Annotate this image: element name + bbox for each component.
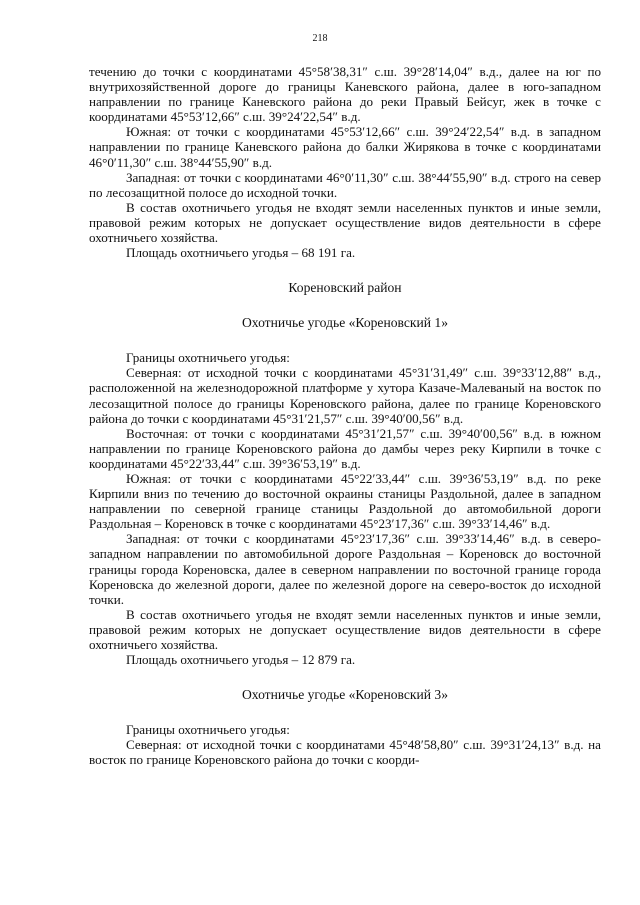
paragraph: Границы охотничьего угодья:	[126, 350, 290, 366]
paragraph: В состав охотничьего угодья не входят земли населенных пунктов и иные земли, правовой режим которых не допускает осуществление видов деятельности в сфере охотничьего хозяйства.	[89, 199, 601, 246]
section-title: Охотничье угодье «Кореновский 1»	[241, 315, 449, 331]
section-title: Охотничье угодье «Кореновский 3»	[241, 687, 449, 703]
paragraph: Площадь охотничьего угодья – 68 191 га.	[126, 245, 356, 261]
paragraph: Южная: от точки с координатами 45°22′33,44″ с.ш. 39°36′53,19″ в.д. по реке Кирпили вниз по течению до восточной окраины станицы Раздольной, далее в западном направлении по северной границе станицы Раздольной до автомобильной дороги Раздольная – Кореновск в точке с координатами 45°23′17,36″ с.ш. 39°33′14,46″ в.д.	[89, 470, 601, 532]
paragraph: Северная: от исходной точки с координатами 45°31′31,49″ с.ш. 39°33′12,88″ в.д., расположенной на железнодорожной платформе у хутора Казаче-Малеваный на восток по лесозащитной полосе до границы Кореновского района, далее по границе Кореновского района до точки с координатами 45°31′21,57″ с.ш. 39°40′00,56″ в.д.	[89, 365, 601, 426]
paragraph: Южная: от точки с координатами 45°53′12,66″ с.ш. 39°24′22,54″ в.д. в западном направлении по границе Каневского района до балки Жирякова в точке с координатами 46°0′11,30″ с.ш. 38°44′55,90″ в.д.	[89, 124, 601, 170]
page-number: 218	[312, 33, 328, 44]
paragraph: Западная: от точки с координатами 45°23′17,36″ с.ш. 39°33′14,46″ в.д. в северо-западном направлении по автомобильной дороге Раздольная – Кореновск до восточной границы города Кореновска, далее в северном направлении по восточной границе города Кореновска до железной дороги, далее по железной дороге на северо-восток до исходной точки.	[89, 531, 601, 607]
paragraph: Западная: от точки с координатами 46°0′11,30″ с.ш. 38°44′55,90″ в.д. строго на север по лесозащитной полосе до исходной точки.	[89, 169, 601, 200]
paragraph: течению до точки с координатами 45°58′38,31″ с.ш. 39°28′14,04″ в.д., далее на юг по внутрихозяйственной дороге до границы Каневского района, далее в юго-западном направлении по границе Каневского района до реки Правый Бейсуг, жек в точке с координатами 45°53′12,66″ с.ш. 39°24′22,54″ в.д.	[89, 64, 601, 125]
document-body	[89, 64, 601, 767]
paragraph: В состав охотничьего угодья не входят земли населенных пунктов и иные земли, правовой режим которых не допускает осуществление видов деятельности в сфере охотничьего хозяйства.	[89, 606, 601, 652]
paragraph: Границы охотничьего угодья:	[126, 722, 290, 738]
district-heading: Кореновский район	[288, 280, 402, 296]
paragraph: Восточная: от точки с координатами 45°31′21,57″ с.ш. 39°40′00,56″ в.д. в южном направлении по границе Кореновского района до дамбы через реку Кирпили в точке с координатами 45°22′33,44″ с.ш. 39°36′53,19″ в.д.	[89, 425, 601, 471]
top-paragraphs	[89, 64, 601, 260]
paragraph: Площадь охотничьего угодья – 12 879 га.	[126, 652, 356, 668]
section-2-body	[89, 722, 601, 767]
section-1-body	[89, 350, 601, 667]
paragraph: Северная: от исходной точки с координатами 45°48′58,80″ с.ш. 39°31′24,13″ в.д. на восток по границе Кореновского района до точки с коорди-	[89, 737, 601, 768]
